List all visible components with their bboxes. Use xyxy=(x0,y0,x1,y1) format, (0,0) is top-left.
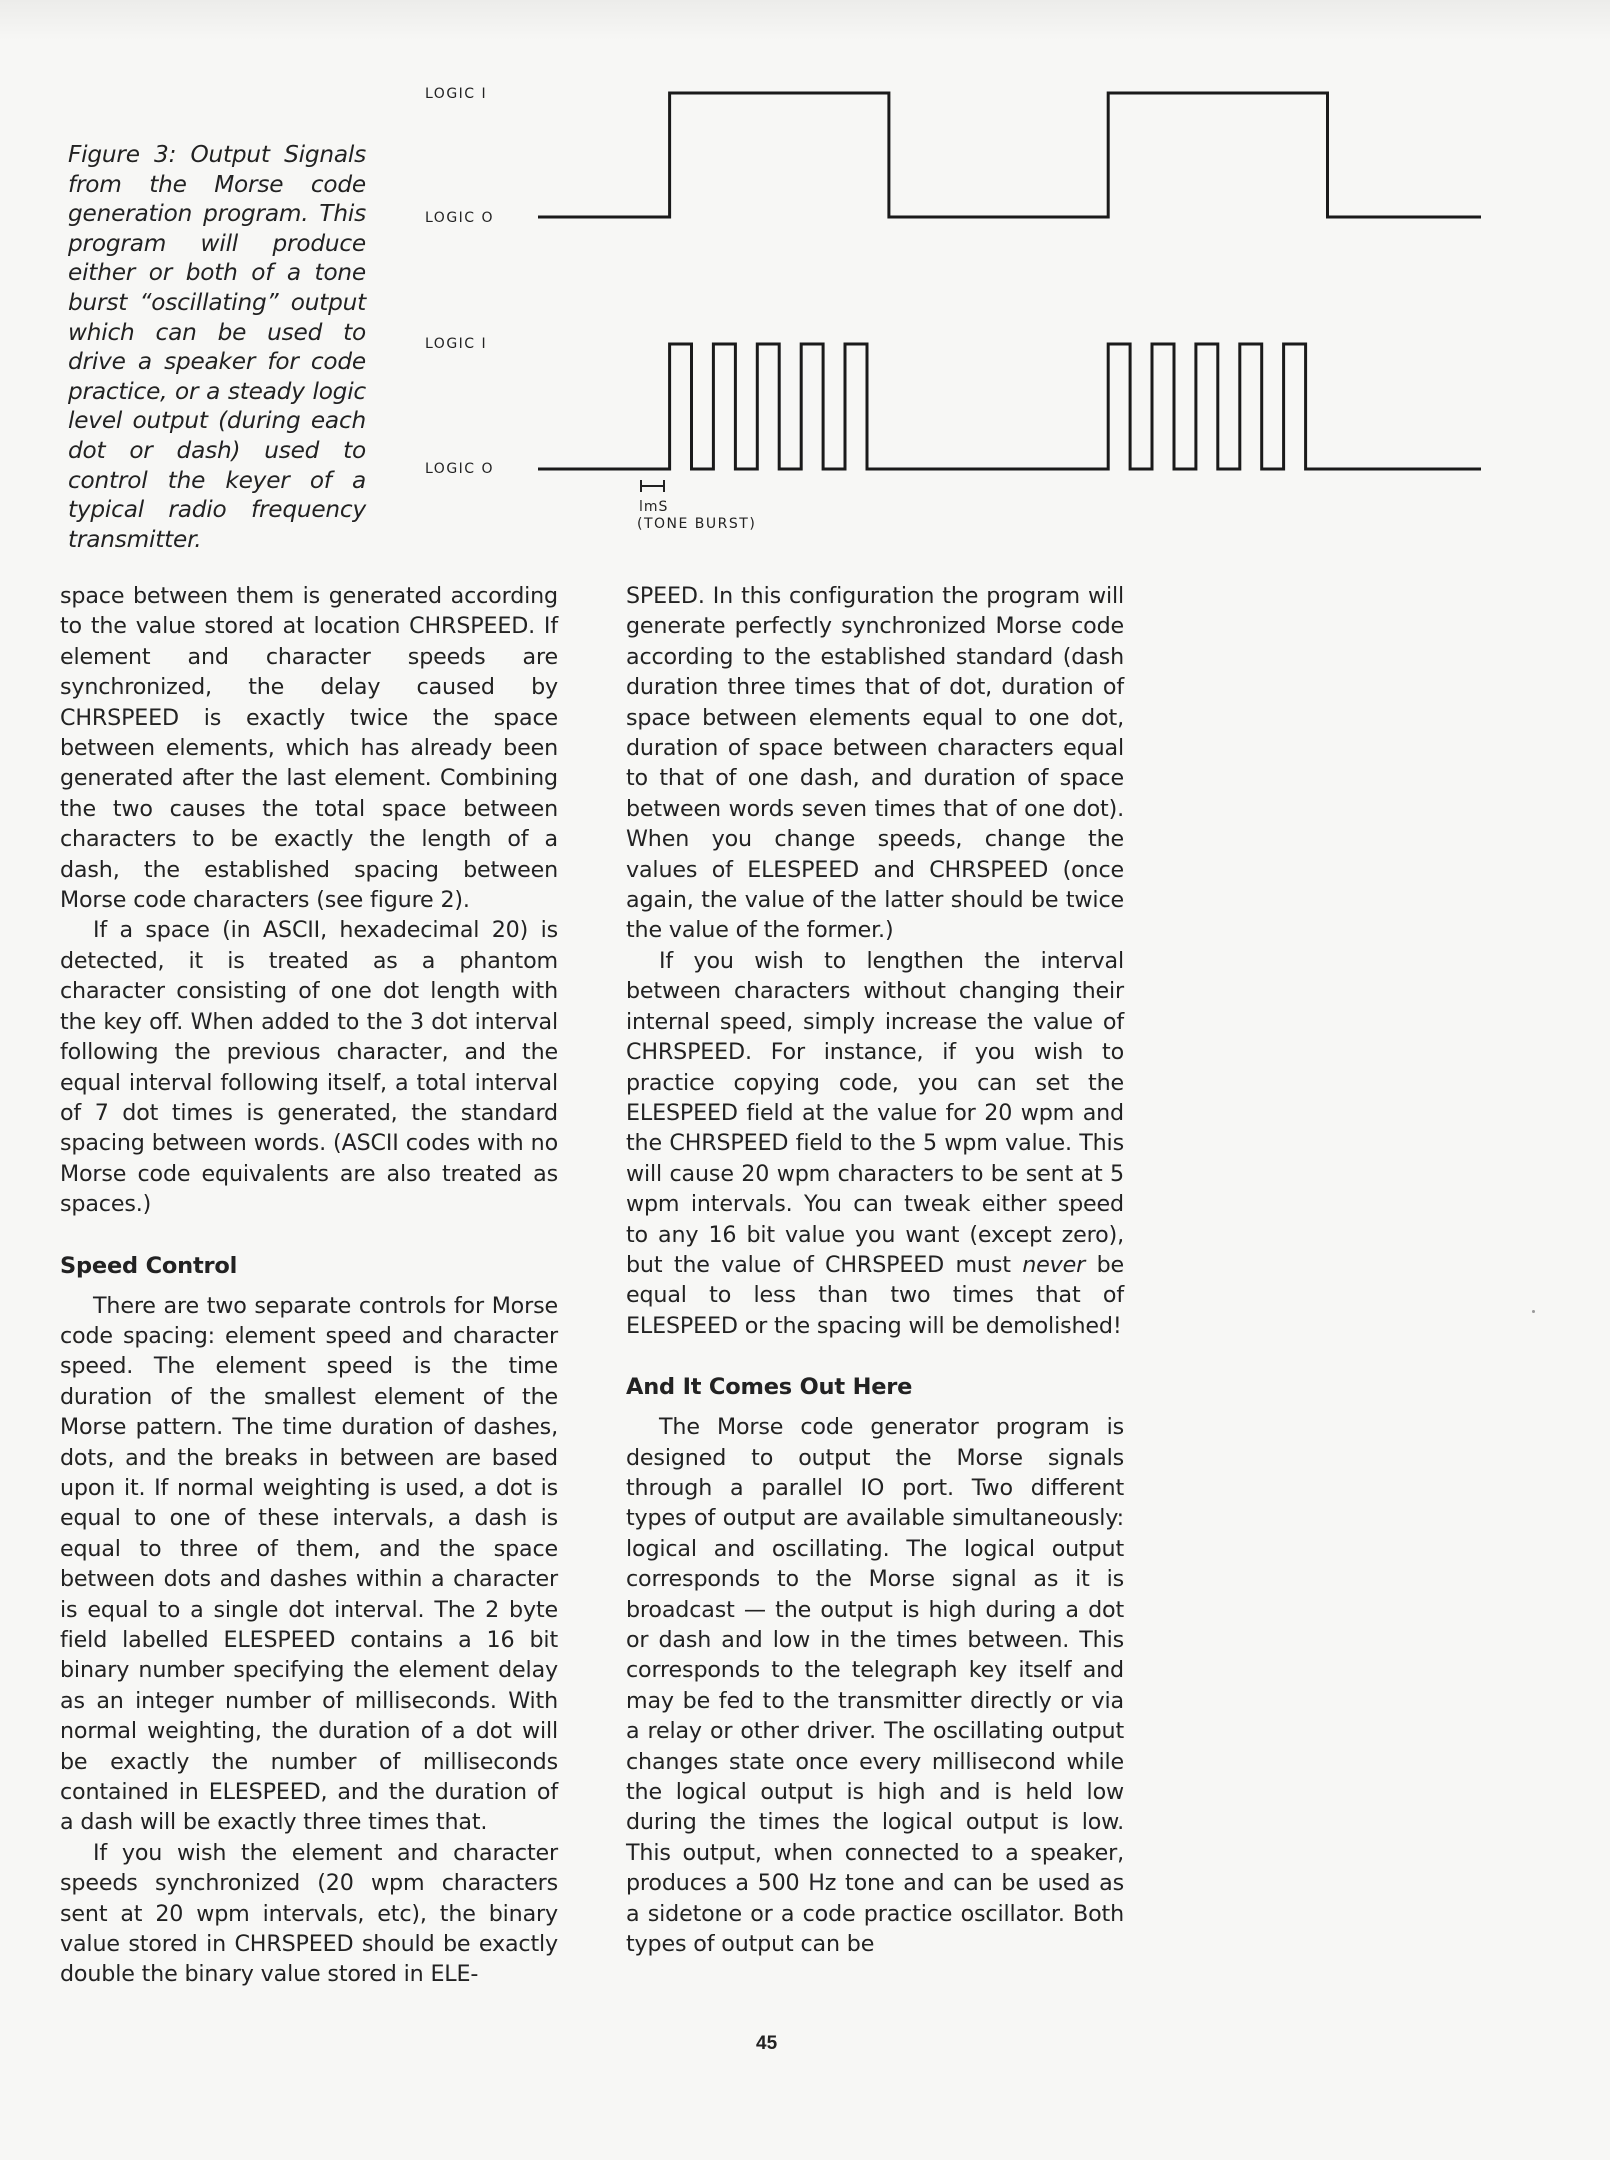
paragraph xyxy=(626,946,1124,1341)
bottom-logic-high-label: LOGIC I xyxy=(425,336,488,352)
right-column xyxy=(626,581,1124,1959)
paragraph: space between them is generated according to the value stored at location CHRSPEED. If element and character speeds are synchronized, the delay caused by CHRSPEED is exactly twice the space between elements, which has already been generated after the last element. Combining the two causes the total space between characters to be exactly the length of a dash, the established spacing between Morse code characters (see figure 2). xyxy=(60,583,558,914)
oscillating-output-waveform xyxy=(538,344,1481,469)
section-heading-speed-control: Speed Control xyxy=(60,1252,238,1279)
paragraph: The Morse code generator program is designed to output the Morse signals through a parallel IO port. Two different types of output are available simultaneously: logical and oscillating. The logical output corresponds to the Morse signal as it is broadcast — the output is high during a dot or dash and low in the times between. This corresponds to the telegraph key itself and may be fed to the transmitter directly or via a relay or other driver. The oscillating output changes state once every millisecond while the logical output is high and is held low during the times the logical output is low. This output, when connected to a speaker, produces a 500 Hz tone and can be used as a sidetone or a code practice oscillator. Both types of output can be xyxy=(626,1414,1124,1958)
top-logic-low-label: LOGIC O xyxy=(425,210,495,226)
logical-output-waveform xyxy=(538,93,1481,217)
bottom-logic-low-label: LOGIC O xyxy=(425,461,495,477)
text-span: If you wish to lengthen the interval between characters without changing their internal speed, simply increase the value of CHRSPEED. For instance, if you wish to practice copying code, you can set the ELESPEED field at the value for 20 wpm and the CHRSPEED field to the 5 wpm value. This will cause 20 wpm characters to be sent at 5 wpm intervals. You can tweak either speed to any 16 bit value you want (except zero), but the value of CHRSPEED must xyxy=(626,947,1124,1278)
figure-caption: Figure 3: Output Signals from the Morse code generation program. This program will produce either or both of a tone burst “oscillating” output which can be used to drive a speaker for code practice, or a steady logic level output (during each dot or dash) used to control the keyer of a typical radio frequency transmitter. xyxy=(68,141,366,553)
paragraph: SPEED. In this configuration the program will generate perfectly synchronized Morse code according to the established standard (dash duration three times that of dot, duration of space between elements equal to one dot, duration of space between characters equal to that of one dash, and duration of space between words seven times that of one dot). When you change speeds, change the values of ELESPEED and CHRSPEED (once again, the value of the latter should be twice the value of the former.) xyxy=(626,583,1124,944)
output-signals-figure xyxy=(0,0,1610,540)
page-number: 45 xyxy=(756,2033,778,2054)
paragraph: If you wish the element and character speeds synchronized (20 wpm characters sent at 20 wpm intervals, etc), the binary value stored in CHRSPEED should be exactly double the binary value stored in ELE- xyxy=(60,1839,558,1988)
emphasis-text: never xyxy=(1022,1251,1086,1278)
top-logic-high-label: LOGIC I xyxy=(425,86,488,102)
print-speck xyxy=(1532,1310,1535,1313)
scale-sublabel: (TONE BURST) xyxy=(637,516,757,532)
paragraph: If a space (in ASCII, hexadecimal 20) is detected, it is treated as a phantom character consisting of one dot length with the key off. When added to the 3 dot interval following the previous character, and the equal interval following itself, a total interval of 7 dot times is generated, the standard spacing between words. (ASCII codes with no Morse code equivalents are also treated as spaces.) xyxy=(60,917,558,1218)
section-heading-and-it-comes-out-here: And It Comes Out Here xyxy=(626,1374,913,1401)
paragraph: There are two separate controls for Morse code spacing: element speed and character speed. The element speed is the time duration of the smallest element of the Morse pattern. The time duration of dashes, dots, and the breaks in between are based upon it. If normal weighting is used, a dot is equal to one of these intervals, a dash is equal to three of them, and the space between dots and dashes within a character is equal to a single dot interval. The 2 byte field labelled ELESPEED contains a 16 bit binary number specifying the element delay as an integer number of milliseconds. With normal weighting, the duration of a dot will be exactly the number of milliseconds contained in ELESPEED, and the duration of a dash will be exactly three times that. xyxy=(60,1292,558,1836)
scale-label: lmS xyxy=(639,499,669,515)
scale-bar xyxy=(641,480,664,492)
text-span: be equal to less than two times that of ELESPEED or the spacing will be demolished! xyxy=(626,1251,1124,1339)
left-column xyxy=(60,581,558,1990)
